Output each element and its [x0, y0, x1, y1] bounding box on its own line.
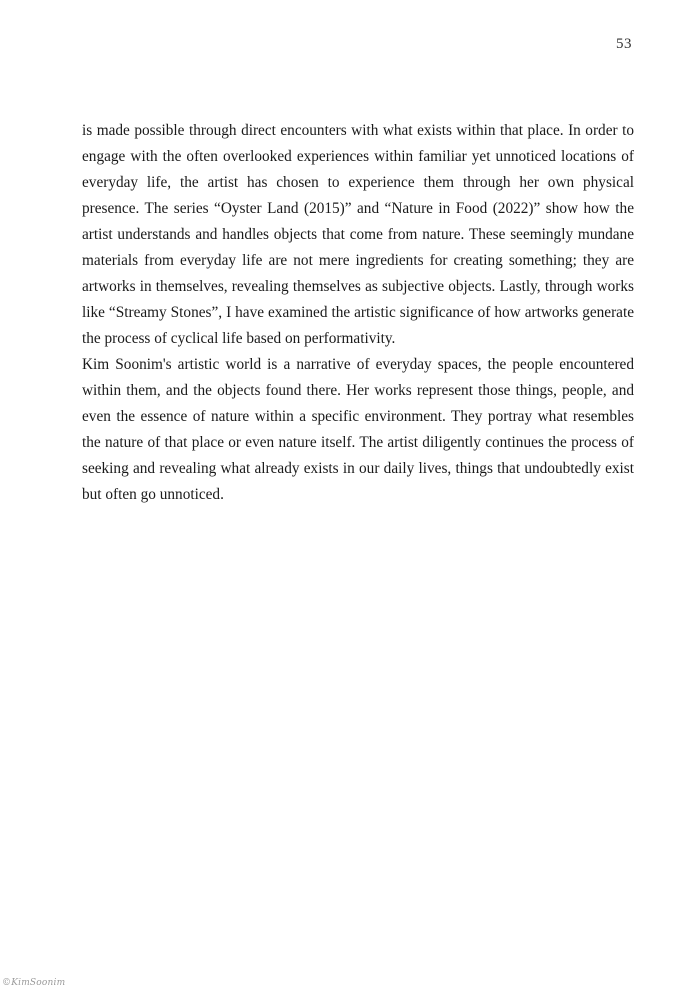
watermark: ©KimSoonim: [2, 978, 66, 988]
paragraph-2: Kim Soonim's artistic world is a narrative of everyday spaces, the people encountered within them, and the objects found there. Her works represent those things, people, and even the essence of nature within a specific environment. They portray what resembles the nature of that place or even nature itself. The artist diligently continues the process of seeking and revealing what already exists in our daily lives, things that undoubtedly exist but often go unnoticed.: [82, 356, 634, 503]
page-number: 53: [616, 36, 632, 52]
paragraph-1: is made possible through direct encounters with what exists within that place. In order to engage with the often overlooked experiences within familiar yet unnoticed locations of everyday life, the artist has chosen to experience them through her own physical presence. The series “Oyster Land (2015)” and “Nature in Food (2022)” show how the artist understands and handles objects that come from nature. These seemingly mundane materials from everyday life are not mere ingredients for creating something; they are artworks in themselves, revealing themselves as subjective objects. Lastly, through works like “Streamy Stones”, I have examined the artistic significance of how artworks generate the process of cyclical life based on performativity.: [82, 122, 634, 347]
body-text: [82, 118, 634, 508]
